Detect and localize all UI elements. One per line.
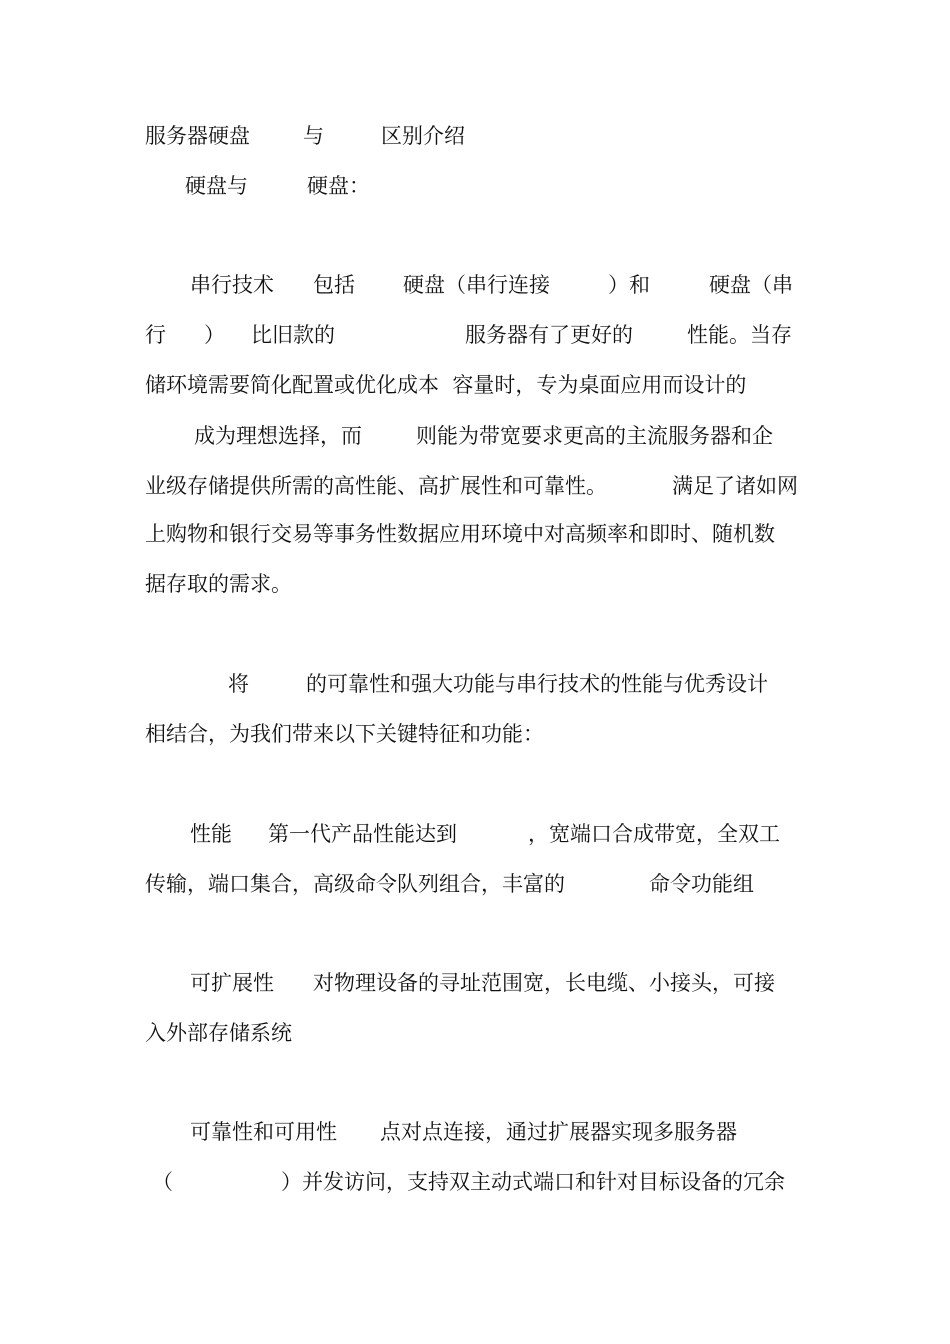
text-run: 包括 [313, 273, 355, 297]
text-run: 比旧款的 [251, 323, 335, 347]
text-run: 业级存储提供所需的高性能、高扩展性和可靠性。 [145, 474, 607, 498]
text-run: 入外部存储系统 [145, 1021, 292, 1045]
text-run: 第一代产品性能达到 [268, 822, 457, 846]
text-run: 性能 [190, 822, 232, 846]
text-run: 成为理想选择，而 [194, 424, 362, 448]
text-run: （ [152, 1170, 173, 1194]
text-run: 则能为带宽要求更高的主流服务器和企 [416, 424, 773, 448]
text-run: 串行技术 [190, 273, 274, 297]
text-run: 服务器有了更好的 [465, 323, 633, 347]
para4-line-2 [0, 1021, 292, 1086]
text-run: 硬盘（串行连接 [403, 273, 550, 297]
title-part-2: 与 [303, 124, 324, 148]
text-run: ，宽端口合成带宽，全双工 [528, 822, 780, 846]
text-run: 点对点连接，通过扩展器实现多服务器 [380, 1120, 737, 1144]
text-run: 可靠性和可用性 [190, 1120, 337, 1144]
subtitle-part-1: 硬盘与 [185, 174, 248, 198]
text-run: 可扩展性 [190, 971, 274, 995]
text-run: 命令功能组 [649, 872, 754, 896]
text-run: 将 [228, 672, 249, 696]
para3-line-2 [0, 872, 754, 958]
text-run: ）并发访问，支持双主动式端口和针对目标设备的冗余 [281, 1170, 785, 1194]
title-part-3: 区别介绍 [381, 124, 465, 148]
text-run: 据存取的需求。 [145, 572, 292, 596]
text-run: ）和 [608, 273, 650, 297]
title-part-1: 服务器硬盘 [145, 124, 250, 148]
para2-line-2 [0, 722, 544, 787]
text-run: 的可靠性和强大功能与串行技术的性能与优秀设计 [306, 672, 768, 696]
text-run: 储环境需要简化配置或优化成本 容量时，专为桌面应用而设计的 [145, 373, 747, 397]
subtitle-part-2: 硬盘： [307, 174, 370, 198]
text-run: 行 [145, 323, 166, 347]
text-run: 对物理设备的寻址范围宽，长电缆、小接头，可接 [313, 971, 775, 995]
text-run: 性能。当存 [687, 323, 792, 347]
document-subtitle [0, 174, 370, 260]
text-run: 上购物和银行交易等事务性数据应用环境中对高频率和即时、随机数 [145, 522, 775, 546]
para5-line-2 [0, 1170, 785, 1256]
text-run: 相结合，为我们带来以下关键特征和功能： [145, 722, 544, 746]
text-run: ） [204, 323, 225, 347]
text-run: 硬盘（串 [709, 273, 793, 297]
text-run: 传输，端口集合，高级命令队列组合，丰富的 [145, 872, 565, 896]
text-run: 满足了诸如网 [672, 474, 798, 498]
para1-line-7 [0, 572, 292, 637]
